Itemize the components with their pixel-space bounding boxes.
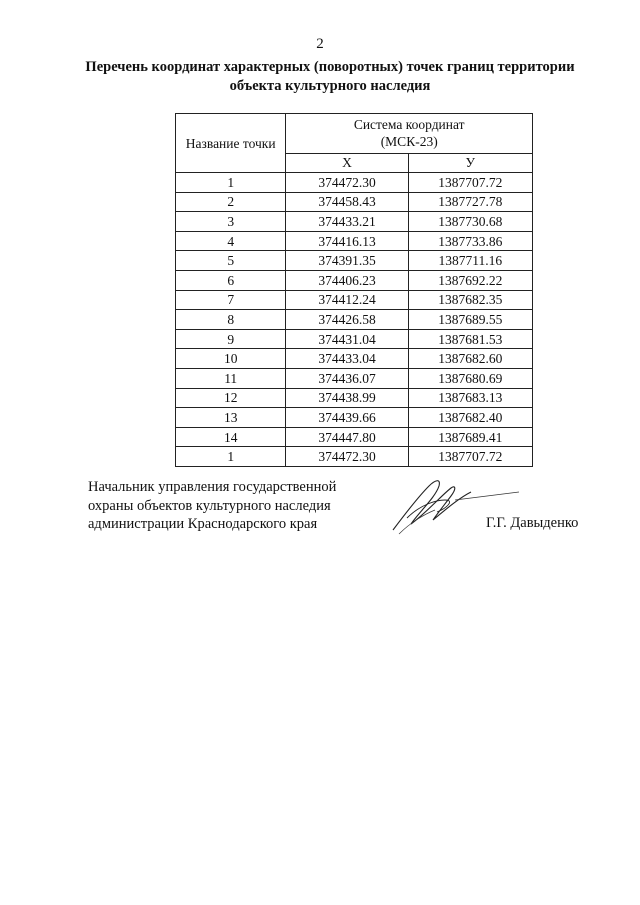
signer-name: Г.Г. Давыденко — [486, 515, 579, 531]
x-coordinate-cell: 374391.35 — [286, 251, 408, 271]
x-coordinate-cell: 374439.66 — [286, 408, 408, 428]
x-coordinate-cell: 374458.43 — [286, 192, 408, 212]
point-name-cell: 4 — [176, 231, 286, 251]
x-coordinate-cell: 374412.24 — [286, 290, 408, 310]
point-name-cell: 1 — [176, 447, 286, 467]
x-coordinate-cell: 374426.58 — [286, 310, 408, 330]
table-row — [176, 212, 533, 232]
x-coordinate-cell: 374472.30 — [286, 173, 408, 193]
x-coordinate-cell: 374472.30 — [286, 447, 408, 467]
y-coordinate-cell: 1387682.60 — [408, 349, 532, 369]
x-coordinate-cell: 374431.04 — [286, 329, 408, 349]
x-coordinate-cell: 374433.04 — [286, 349, 408, 369]
table-row — [176, 270, 533, 290]
coordinates-body — [176, 173, 533, 467]
x-coordinate-cell: 374406.23 — [286, 270, 408, 290]
table-row — [176, 427, 533, 447]
title-line: Перечень координат характерных (поворотных) точек границ территории — [85, 59, 575, 75]
point-name-cell: 7 — [176, 290, 286, 310]
table-row — [176, 388, 533, 408]
y-coordinate-cell: 1387689.55 — [408, 310, 532, 330]
table-row — [176, 349, 533, 369]
table-row — [176, 368, 533, 388]
header-x: Х — [286, 153, 408, 172]
x-coordinate-cell: 374438.99 — [286, 388, 408, 408]
point-name-cell: 10 — [176, 349, 286, 369]
header-coordinate-system — [286, 114, 533, 154]
document-title — [80, 58, 580, 96]
point-name-cell: 13 — [176, 408, 286, 428]
table-row — [176, 447, 533, 467]
x-coordinate-cell: 374436.07 — [286, 368, 408, 388]
table-row — [176, 231, 533, 251]
point-name-cell: 9 — [176, 329, 286, 349]
point-name-cell: 14 — [176, 427, 286, 447]
y-coordinate-cell: 1387683.13 — [408, 388, 532, 408]
y-coordinate-cell: 1387682.40 — [408, 408, 532, 428]
title-line: объекта культурного наследия — [229, 78, 431, 94]
y-coordinate-cell: 1387707.72 — [408, 447, 532, 467]
point-name-cell: 3 — [176, 212, 286, 232]
y-coordinate-cell: 1387689.41 — [408, 427, 532, 447]
y-coordinate-cell: 1387730.68 — [408, 212, 532, 232]
header-point-name: Название точки — [176, 114, 286, 173]
point-name-cell: 5 — [176, 251, 286, 271]
table-row — [176, 310, 533, 330]
y-coordinate-cell: 1387711.16 — [408, 251, 532, 271]
position-line: охраны объектов культурного наследия — [88, 497, 331, 514]
y-coordinate-cell: 1387681.53 — [408, 329, 532, 349]
header-y: У — [408, 153, 532, 172]
y-coordinate-cell: 1387680.69 — [408, 368, 532, 388]
header-system-line: Система координат — [353, 117, 465, 133]
point-name-cell: 2 — [176, 192, 286, 212]
table-row — [176, 290, 533, 310]
y-coordinate-cell: 1387692.22 — [408, 270, 532, 290]
point-name-cell: 6 — [176, 270, 286, 290]
table-row — [176, 192, 533, 212]
page-number: 2 — [316, 36, 324, 52]
point-name-cell: 8 — [176, 310, 286, 330]
table-row — [176, 408, 533, 428]
x-coordinate-cell: 374433.21 — [286, 212, 408, 232]
table-row — [176, 251, 533, 271]
y-coordinate-cell: 1387707.72 — [408, 173, 532, 193]
point-name-cell: 11 — [176, 368, 286, 388]
coordinates-table — [175, 113, 533, 467]
point-name-cell: 1 — [176, 173, 286, 193]
point-name-cell: 12 — [176, 388, 286, 408]
header-system-line: (МСК-23) — [380, 134, 438, 150]
position-line: администрации Краснодарского края — [88, 516, 318, 532]
table-row — [176, 173, 533, 193]
y-coordinate-cell: 1387682.35 — [408, 290, 532, 310]
x-coordinate-cell: 374447.80 — [286, 427, 408, 447]
y-coordinate-cell: 1387727.78 — [408, 192, 532, 212]
y-coordinate-cell: 1387733.86 — [408, 231, 532, 251]
signer-position — [88, 478, 388, 534]
table-row — [176, 329, 533, 349]
x-coordinate-cell: 374416.13 — [286, 231, 408, 251]
position-line: Начальник управления государственной — [88, 479, 337, 495]
